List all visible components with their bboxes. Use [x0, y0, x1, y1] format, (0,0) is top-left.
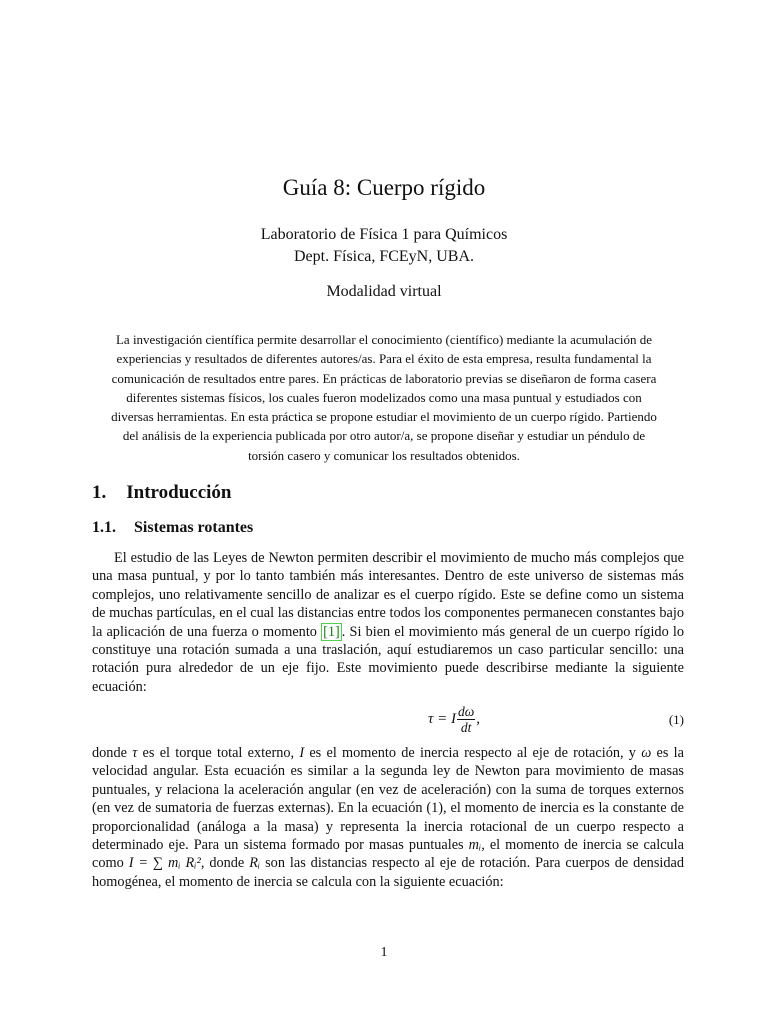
paragraph-text: es la velocidad angular. Esta ecuación es similar a la segunda ley de Newton para movimiento de masas puntuales, y relaciona la aceleración angular (en vez de aceleración) con la suma de torques externos (en vez de sumatoria de fuerzas externas). En la ecuación (1), el momento de inercia es la constante de proporcionalidad (análoga a la masa) y representa la inercia rotacional de un cuerpo respecto a determinado eje. Para un sistema formado por masas puntuales: [92, 745, 684, 854]
subsection-title: Sistemas rotantes: [134, 519, 254, 536]
equation-fraction: [457, 704, 475, 735]
page-number: 1: [380, 945, 388, 960]
fraction-denominator: dt: [460, 720, 472, 735]
paragraph-definitions: [92, 744, 684, 891]
abstract: [94, 330, 674, 465]
citation-link[interactable]: [1]: [323, 623, 340, 640]
math-mass-i: mᵢ: [468, 837, 482, 854]
section-title: Introducción: [126, 482, 232, 503]
document-title: Guía 8: Cuerpo rígido: [282, 175, 486, 200]
paragraph-text: son las distancias respecto al eje de rotación. Para cuerpos de densidad homogénea, el momento de inercia se calcula con la siguiente ecuación:: [92, 855, 685, 890]
affiliation: [0, 224, 768, 268]
abstract-line: diferentes sistemas físicos, los cuales fueron modelizados como una masa puntual y estudiados con: [126, 389, 642, 405]
paragraph-intro: [92, 549, 684, 696]
modality: Modalidad virtual: [326, 283, 442, 300]
paragraph-text: . Si bien el movimiento más general de un cuerpo rígido lo constituye una rotación sumada a una traslación, aquí estudiaremos un caso particular sencillo: una rotación pura alrededor de un eje fijo. Este movimiento puede describirse mediante la siguiente ecuación:: [92, 623, 684, 695]
paragraph-text: El estudio de las Leyes de Newton permiten describir el movimiento de mucho más complejos que una masa puntual, y por lo tanto también más interesantes. Dentro de este universo de sistemas más complejos, uno relativamente sencillo de analizar es el cuerpo rígido. Este se define como un sistema de muchas partículas, en el cual las distancias entre todos los componentes permanecen constantes bajo la aplicación de una fuerza o momento: [92, 550, 684, 640]
math-inertia-formula: I = ∑ mᵢ Rᵢ²: [128, 855, 201, 872]
math-tau: τ: [132, 745, 138, 761]
section-heading: [92, 480, 231, 506]
paragraph-text: , donde: [200, 855, 250, 872]
paragraph-text: , el momento de inercia se calcula como: [92, 837, 684, 872]
equation-lhs: τ = I: [428, 711, 456, 727]
math-omega: ω: [641, 745, 652, 761]
equation-body: [428, 704, 480, 735]
abstract-line: La investigación científica permite desarrollar el conocimiento (científico) mediante la acumulación de: [115, 332, 652, 347]
equation-number: (1): [668, 712, 684, 727]
fraction-numerator: dω: [458, 704, 475, 719]
math-radius-i: Rᵢ: [249, 855, 261, 872]
abstract-line: experiencias y resultados de diferentes autores/as. Para el éxito de esta empresa, resulta fundamental la: [116, 351, 652, 367]
math-inertia: I: [299, 745, 305, 761]
affiliation-department: Dept. Física, FCEyN, UBA.: [294, 248, 474, 265]
equation-trailing: ,: [476, 711, 481, 727]
paragraph-text: es el torque total externo,: [137, 745, 300, 761]
section-number: 1.: [92, 482, 107, 503]
abstract-line: diversas herramientas. En esta práctica se propone estudiar el movimiento de un cuerpo rígido. Partiendo: [111, 409, 657, 425]
equation-1: [92, 704, 684, 740]
affiliation-course: Laboratorio de Física 1 para Químicos: [260, 226, 508, 243]
subsection-heading: [92, 517, 253, 539]
abstract-line: comunicación de resultados entre pares. En prácticas de laboratorio previas se diseñaron de forma casera: [111, 370, 657, 386]
subsection-number: 1.1.: [92, 519, 116, 536]
abstract-line: torsión casero y comunicar los resultados obtenidos.: [248, 447, 520, 463]
paragraph-text: es el momento de inercia respecto al eje de rotación, y: [304, 745, 642, 761]
paragraph-text: donde: [92, 745, 133, 761]
abstract-line: del análisis de la experiencia publicada por otro autor/a, se propone diseñar y estudiar un péndulo de: [122, 428, 646, 444]
